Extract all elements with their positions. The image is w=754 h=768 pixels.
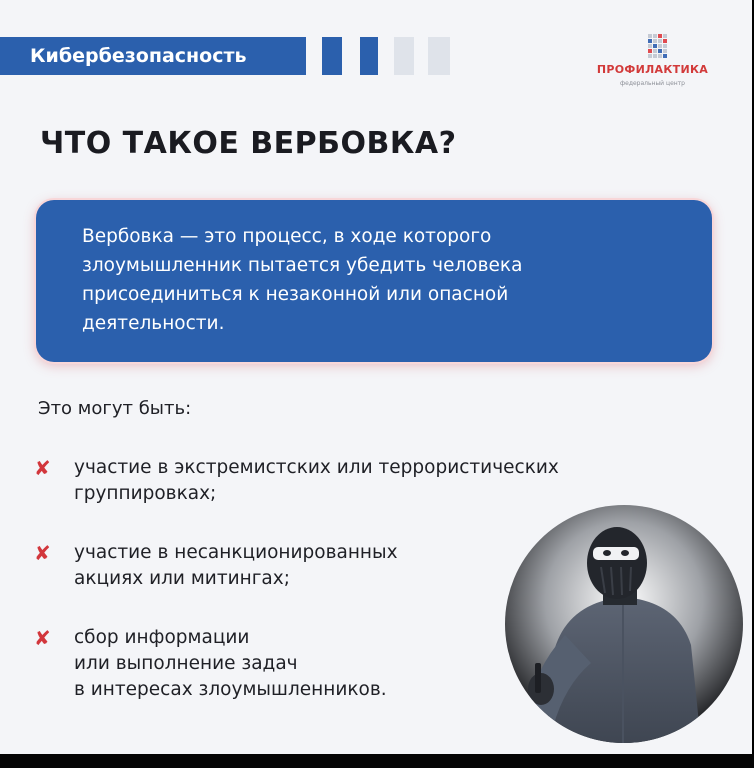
list-item-line: или выполнение задач xyxy=(74,653,298,674)
logo-grid-icon xyxy=(648,34,667,58)
list-item-text xyxy=(74,625,387,703)
list-item-text xyxy=(74,540,398,592)
decor-square-3 xyxy=(394,37,414,75)
definition-line: присоединиться к незаконной или опасной xyxy=(82,284,509,305)
list-item-line: участие в несанкционированных xyxy=(74,542,398,563)
category-tag: Кибербезопасность xyxy=(0,37,306,75)
definition-line: деятельности. xyxy=(82,313,225,334)
definition-line: злоумышленник пытается убедить человека xyxy=(82,255,523,276)
list-item-text xyxy=(74,455,559,507)
decor-square-4 xyxy=(428,37,450,75)
definition-line: Вербовка — это процесс, в ходе которого xyxy=(82,226,492,247)
list-item-line: участие в экстремистских или террористических xyxy=(74,457,559,478)
list-item-line: сбор информации xyxy=(74,627,250,648)
cross-icon: ✘ xyxy=(34,541,51,565)
logo-subtitle: федеральный центр xyxy=(620,80,685,87)
masked-person-icon xyxy=(505,505,743,743)
list-item-line: группировках; xyxy=(74,483,217,504)
definition-text xyxy=(82,222,692,338)
logo xyxy=(570,30,735,95)
cross-icon: ✘ xyxy=(34,456,51,480)
list-item-line: в интересах злоумышленников. xyxy=(74,679,387,700)
logo-name: ПРОФИЛАКТИКА xyxy=(596,63,709,76)
cross-icon: ✘ xyxy=(34,626,51,650)
bottom-bar xyxy=(0,754,754,768)
decor-square-2 xyxy=(360,37,378,75)
list-item-line: акциях или митингах; xyxy=(74,568,290,589)
decor-square-1 xyxy=(322,37,342,75)
definition-box xyxy=(36,200,712,362)
list-lead: Это могут быть: xyxy=(38,398,192,419)
page-title: ЧТО ТАКОЕ ВЕРБОВКА? xyxy=(40,126,457,161)
